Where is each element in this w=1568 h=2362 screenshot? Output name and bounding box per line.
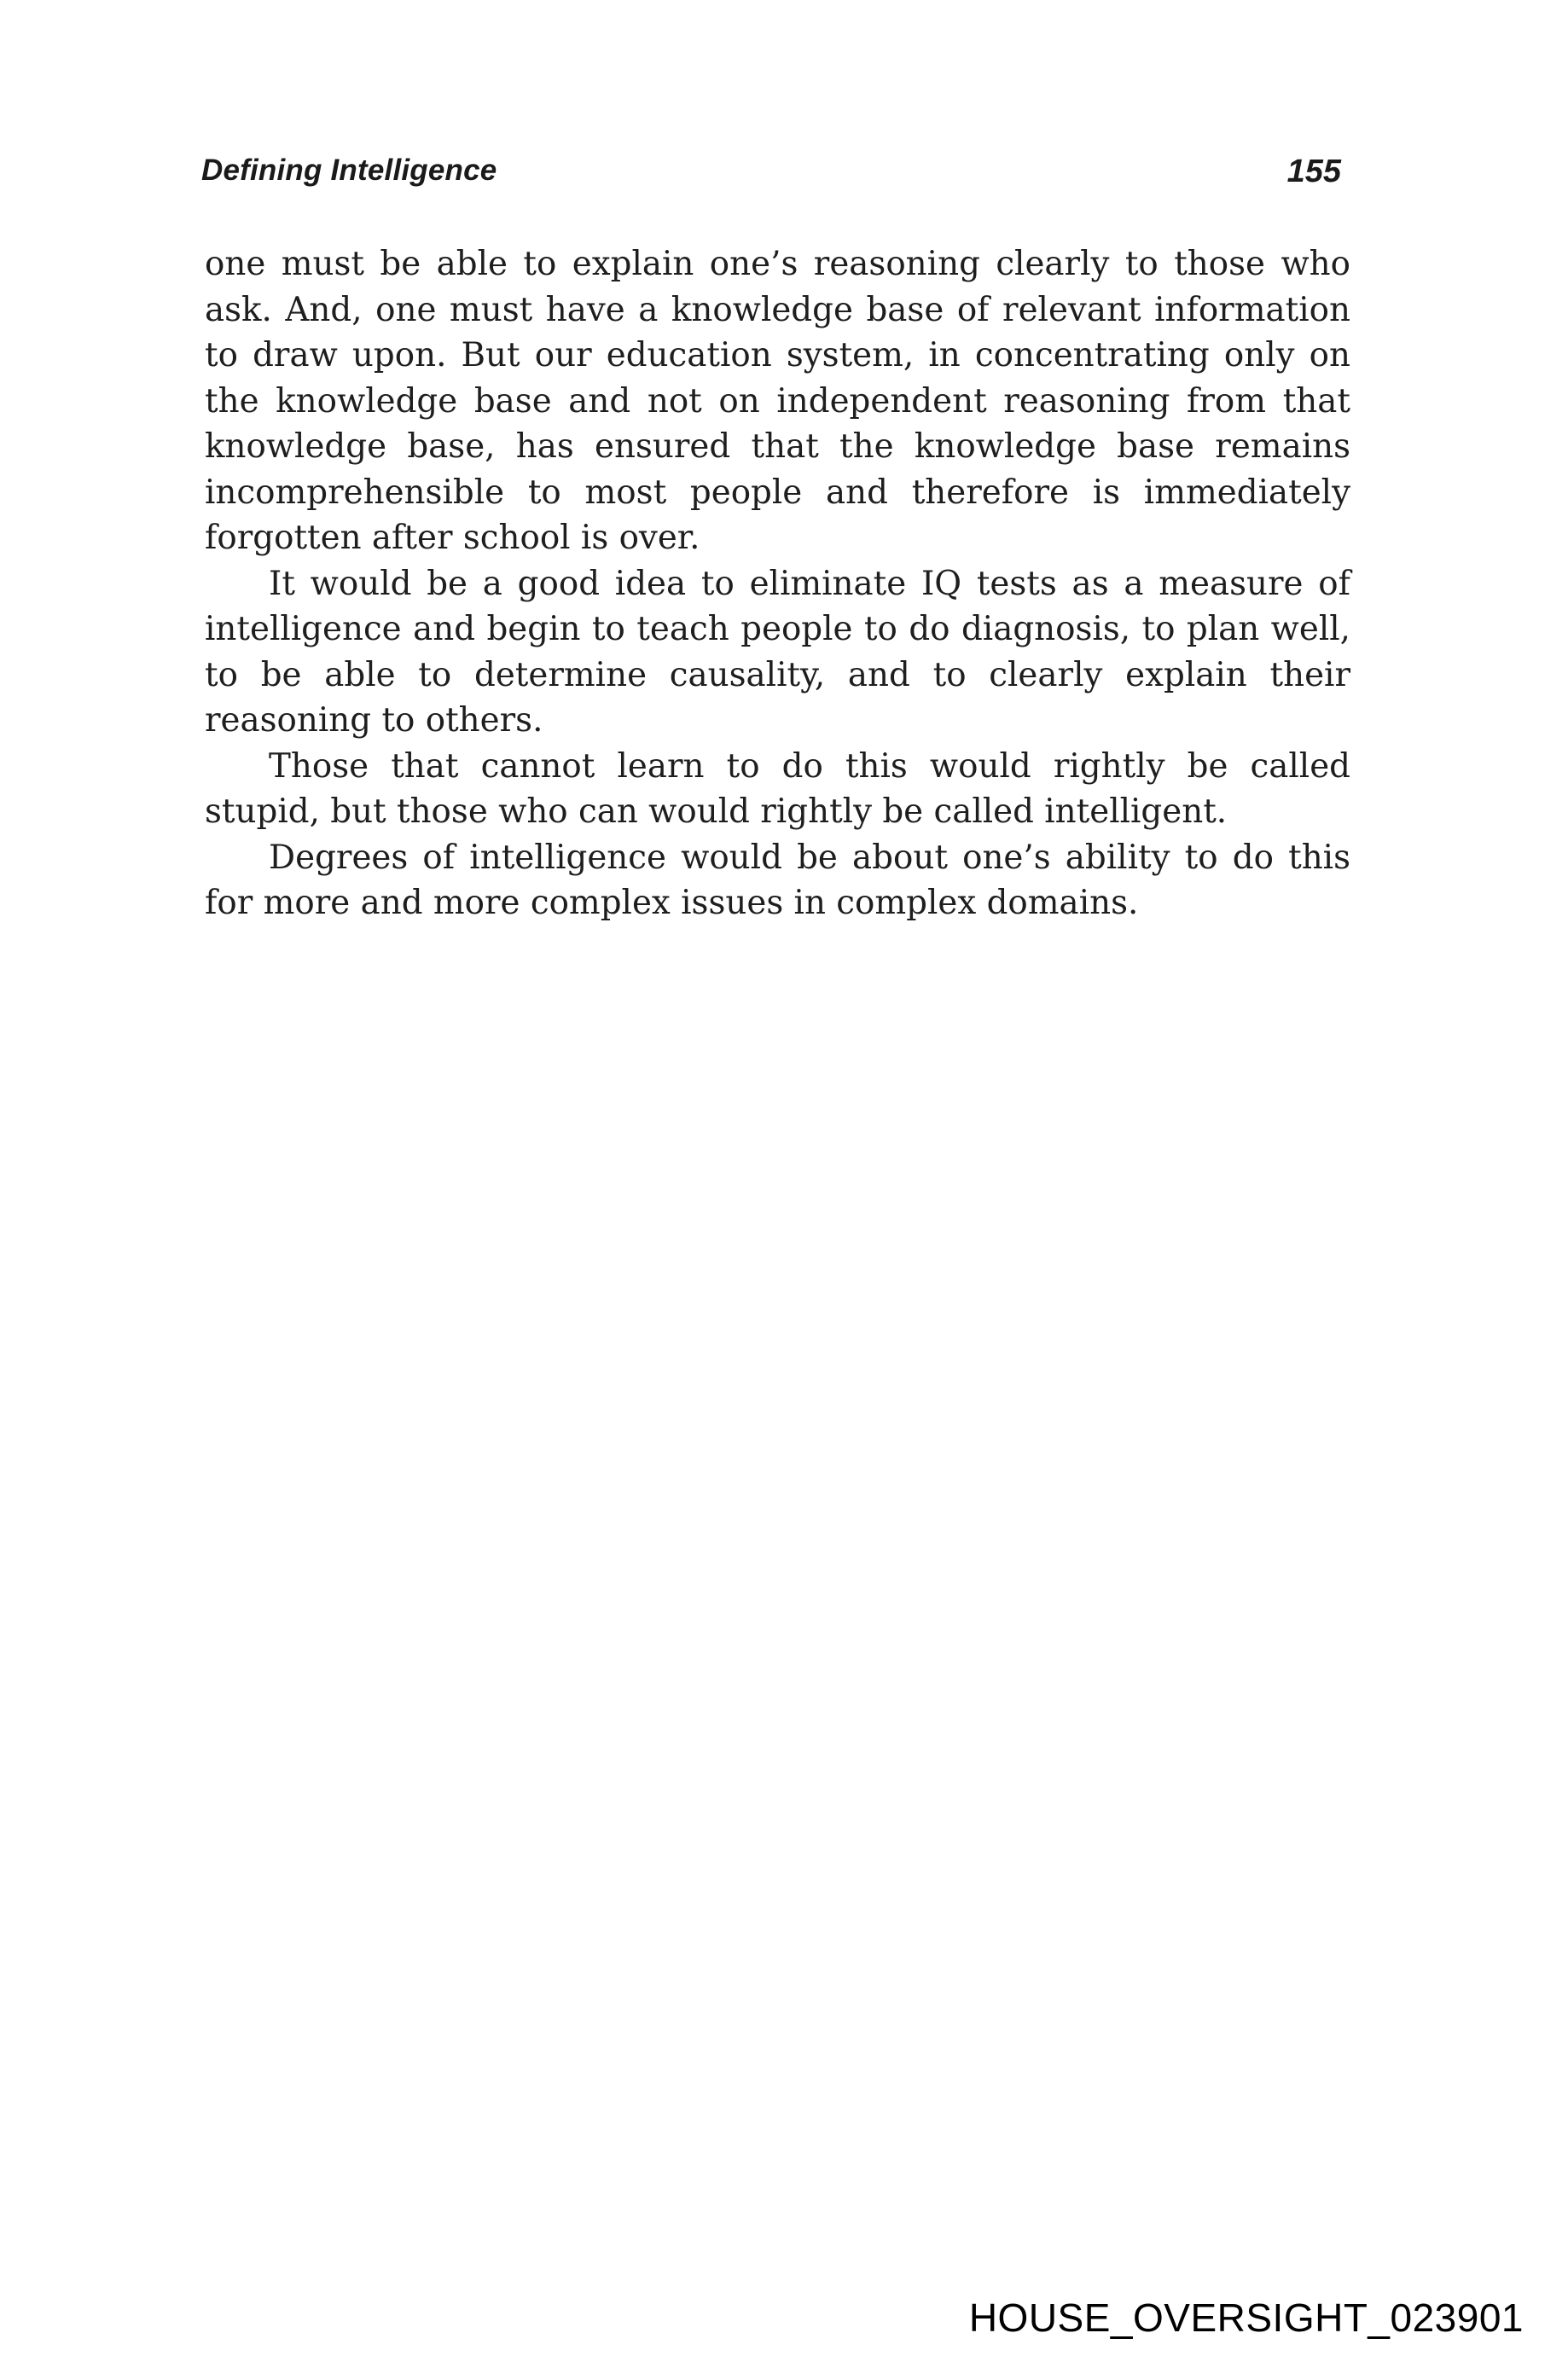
running-header bbox=[201, 154, 1353, 196]
bates-number: HOUSE_OVERSIGHT_023901 bbox=[968, 2295, 1524, 2340]
paragraph-continuation: one must be able to explain one’s reasoning clearly to those who ask. And, one must have a knowledge base of relevant information to draw upon. But our education system, in concentrating only on the knowledge base and not on independent reasoning from that knowledge base, has ensured that the knowledge base remains incomprehensible to most people and therefore is immediately forgotten after school is over. bbox=[205, 245, 1350, 557]
paragraph-degrees: Degrees of intelligence would be about one’s ability to do this for more and more complex issues in complex domains. bbox=[205, 838, 1350, 922]
body-text bbox=[205, 241, 1350, 926]
paragraph-iq-tests: It would be a good idea to eliminate IQ tests as a measure of intelligence and begin to teach people to do diagnosis, to plan well, to be able to determine causality, and to clearly explain their reasoning to others. bbox=[205, 564, 1350, 740]
paragraph-stupid-intelligent: Those that cannot learn to do this would rightly be called stupid, but those who can would rightly be called intelligent. bbox=[205, 746, 1350, 831]
running-title: Defining Intelligence bbox=[201, 154, 497, 187]
page-number: 155 bbox=[1286, 154, 1341, 189]
